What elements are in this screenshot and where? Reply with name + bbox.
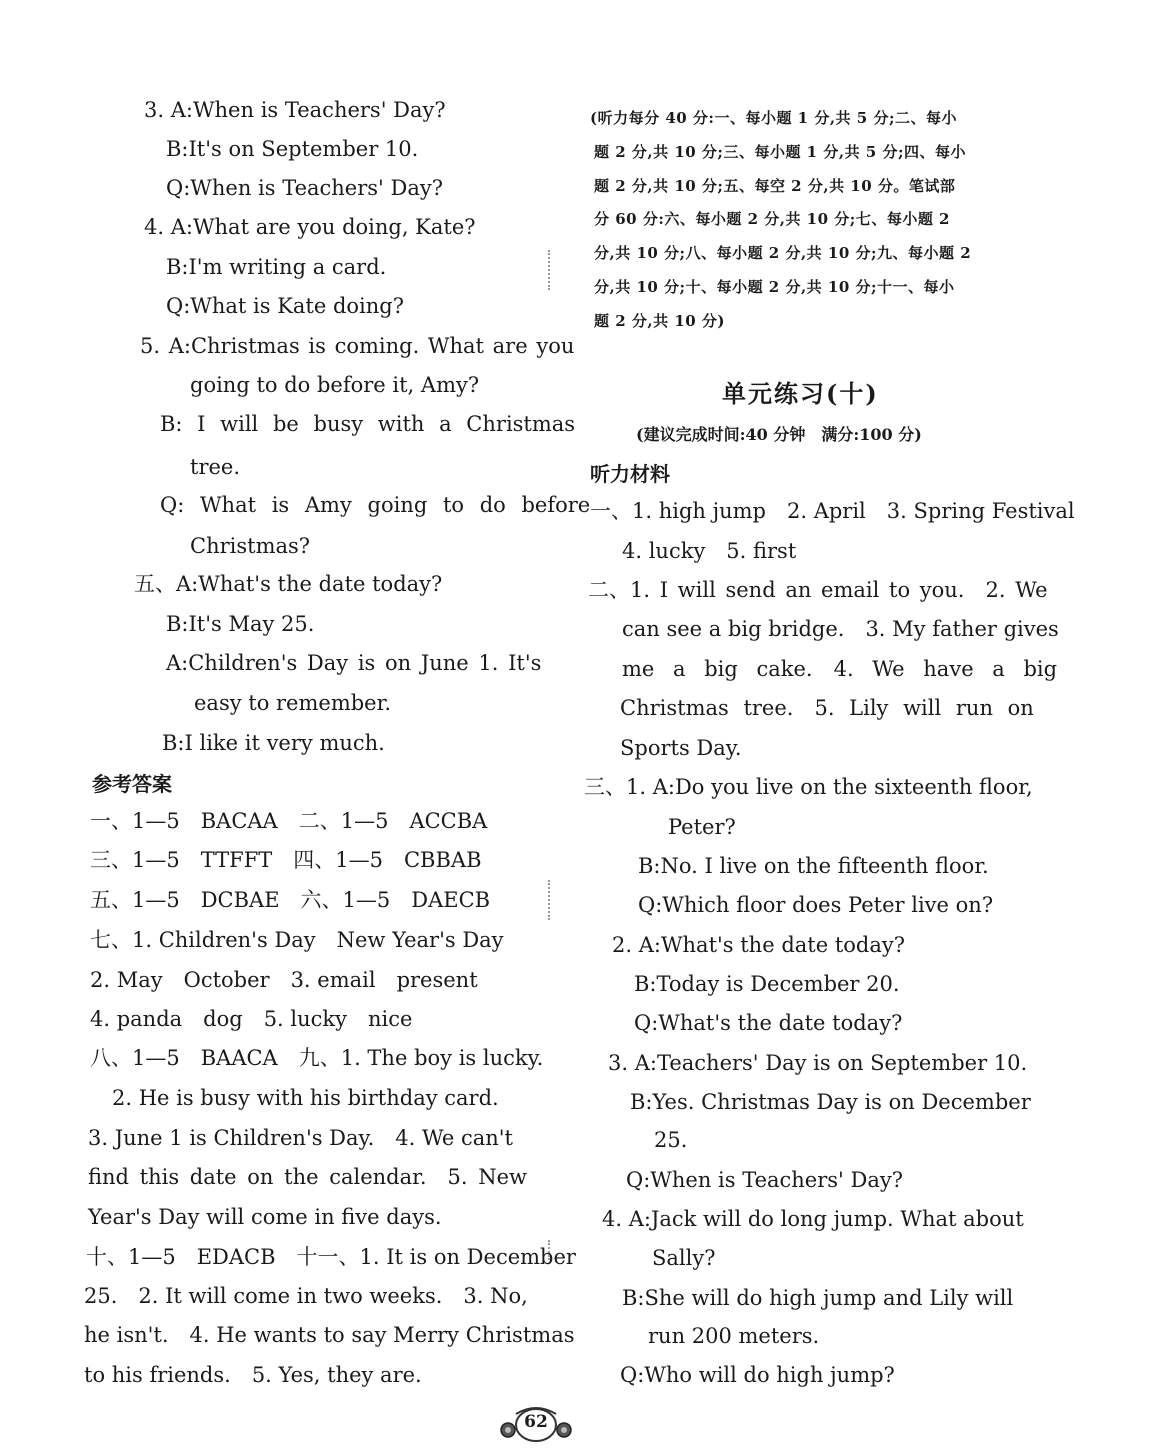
text-line: 25.: [654, 1128, 688, 1152]
column-divider: [548, 250, 556, 290]
text-line: Christmas tree. 5. Lily will run on: [620, 696, 1034, 720]
text-line: Q:Which floor does Peter live on?: [638, 893, 994, 917]
time-note: (建议完成时间:40 分钟 满分:100 分): [636, 425, 922, 444]
text-line: Q:What is Kate doing?: [166, 294, 404, 318]
text-line: 三、1. A:Do you live on the sixteenth floor,: [584, 775, 1033, 799]
text-line: 二、1. I will send an email to you. 2. We: [588, 578, 1048, 602]
answer-line: 2. May October 3. email present: [90, 968, 478, 992]
score-note-line: 题 2 分,共 10 分;五、每空 2 分,共 10 分。笔试部: [594, 177, 956, 195]
text-line: Q:Who will do high jump?: [620, 1363, 895, 1387]
text-line: Q: What is Amy going to do before: [160, 493, 591, 517]
text-line: me a big cake. 4. We have a big: [622, 657, 1058, 681]
text-line: B:It's on September 10.: [166, 137, 419, 161]
page-number: 62: [524, 1412, 548, 1432]
answer-line: 八、1—5 BAACA 九、1. The boy is lucky.: [90, 1046, 544, 1070]
text-line: Sports Day.: [620, 736, 742, 760]
answer-line: 一、1—5 BACAA 二、1—5 ACCBA: [90, 809, 488, 833]
text-line: tree.: [190, 455, 241, 479]
text-line: 4. A:What are you doing, Kate?: [144, 215, 476, 239]
text-line: Sally?: [652, 1246, 716, 1270]
answer-line: Year's Day will come in five days.: [88, 1205, 442, 1229]
text-line: B:No. I live on the fifteenth floor.: [638, 854, 989, 878]
answer-line: he isn't. 4. He wants to say Merry Christmas: [84, 1323, 575, 1347]
text-line: Peter?: [668, 815, 736, 839]
score-note-line: 分 60 分:六、每小题 2 分,共 10 分;七、每小题 2: [594, 210, 950, 228]
text-line: B:I like it very much.: [162, 731, 385, 755]
text-line: B:I'm writing a card.: [166, 255, 387, 279]
answer-line: 3. June 1 is Children's Day. 4. We can't: [88, 1126, 513, 1150]
text-line: B: I will be busy with a Christmas: [160, 412, 576, 436]
unit-title: 单元练习(十): [722, 379, 879, 408]
page-number-badge: [496, 1400, 576, 1450]
text-line: easy to remember.: [194, 691, 392, 715]
text-line: can see a big bridge. 3. My father gives: [622, 617, 1059, 641]
score-note-line: 题 2 分,共 10 分;三、每小题 1 分,共 5 分;四、每小: [594, 143, 966, 161]
text-line: 3. A:When is Teachers' Day?: [144, 98, 446, 122]
text-line: B:She will do high jump and Lily will: [622, 1286, 1014, 1310]
text-line: going to do before it, Amy?: [190, 373, 480, 397]
answer-line: 十、1—5 EDACB 十一、1. It is on December: [86, 1245, 576, 1269]
text-line: B:It's May 25.: [166, 612, 315, 636]
text-line: Q:What's the date today?: [634, 1011, 903, 1035]
score-note-line: 分,共 10 分;八、每小题 2 分,共 10 分;九、每小题 2: [594, 244, 972, 262]
answer-line: 2. He is busy with his birthday card.: [112, 1086, 499, 1110]
column-divider: [548, 1240, 556, 1260]
score-note-line: 题 2 分,共 10 分): [594, 312, 726, 330]
text-line: 一、1. high jump 2. April 3. Spring Festival: [590, 499, 1075, 523]
score-note-line: 分,共 10 分;十、每小题 2 分,共 10 分;十一、每小: [594, 278, 955, 296]
answer-line: 三、1—5 TTFFT 四、1—5 CBBAB: [90, 848, 482, 872]
answer-line: 4. panda dog 5. lucky nice: [90, 1007, 413, 1031]
score-note-line: (听力每分 40 分:一、每小题 1 分,共 5 分;二、每小: [590, 109, 957, 127]
text-line: 2. A:What's the date today?: [612, 933, 905, 957]
text-line: B:Today is December 20.: [634, 972, 900, 996]
section-title: 听力材料: [590, 462, 670, 486]
text-line: run 200 meters.: [648, 1324, 820, 1348]
answer-line: 七、1. Children's Day New Year's Day: [90, 928, 504, 952]
column-divider: [548, 880, 556, 920]
answer-key-heading: 参考答案: [92, 772, 172, 796]
answer-line: 五、1—5 DCBAE 六、1—5 DAECB: [90, 888, 491, 912]
text-line: A:Children's Day is on June 1. It's: [166, 651, 542, 675]
text-line: B:Yes. Christmas Day is on December: [630, 1090, 1031, 1114]
text-line: Q:When is Teachers' Day?: [626, 1168, 903, 1192]
text-line: Q:When is Teachers' Day?: [166, 176, 443, 200]
text-line: 4. A:Jack will do long jump. What about: [602, 1207, 1024, 1231]
text-line: 4. lucky 5. first: [622, 539, 797, 563]
text-line: 5. A:Christmas is coming. What are you: [140, 334, 575, 358]
text-line: 五、A:What's the date today?: [134, 572, 443, 596]
text-line: Christmas?: [190, 534, 311, 558]
text-line: 3. A:Teachers' Day is on September 10.: [608, 1051, 1028, 1075]
answer-line: find this date on the calendar. 5. New: [88, 1165, 528, 1189]
answer-line: 25. 2. It will come in two weeks. 3. No,: [84, 1284, 528, 1308]
answer-line: to his friends. 5. Yes, they are.: [84, 1363, 422, 1387]
